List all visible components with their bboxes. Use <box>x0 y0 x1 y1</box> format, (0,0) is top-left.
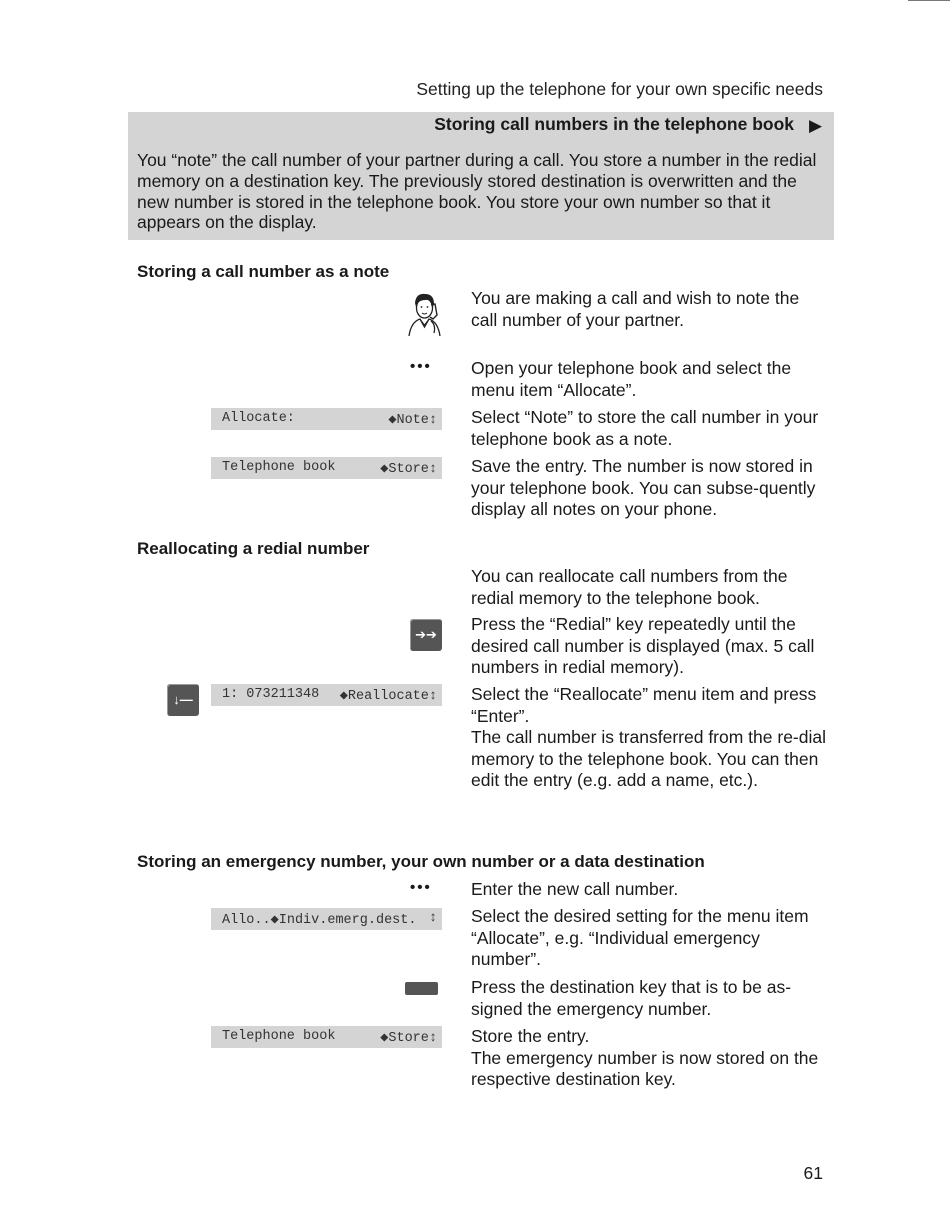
step-text: Select “Note” to store the call number in your telephone book as a note. <box>471 407 819 449</box>
step-text: You are making a call and wish to note the call number of your partner. <box>471 288 800 330</box>
display-left-text: Telephone book <box>222 460 336 475</box>
step-text <box>471 1026 826 1091</box>
display-telephone-book-store[interactable] <box>211 457 442 479</box>
display-left-text: 1: 073211348 <box>222 687 320 702</box>
section-heading-emergency: Storing an emergency number, your own number or a data destination <box>137 852 705 871</box>
step-text-line: Store the entry. <box>471 1026 590 1046</box>
step-text <box>471 684 826 792</box>
page-header: Setting up the telephone for your own specific needs <box>416 79 823 99</box>
page-number: 61 <box>803 1163 823 1183</box>
destination-key-icon[interactable] <box>405 982 438 995</box>
handset-person-icon <box>404 291 444 337</box>
corner-rule <box>908 0 950 1</box>
display-left-text: Telephone book <box>222 1029 336 1044</box>
display-allocate-emergency[interactable] <box>211 908 442 930</box>
triangle-arrow-icon: ▶ <box>809 116 823 135</box>
enter-key-icon[interactable]: ↓— <box>167 684 199 716</box>
step-text: Press the “Redial” key repeatedly until the desired call number is displayed (max. 5 call numbers in redial memory). <box>471 614 815 677</box>
display-reallocate[interactable] <box>211 684 442 706</box>
display-right-text: ◆Store↕ <box>380 1031 437 1046</box>
redial-key-icon[interactable]: ➔➔ <box>410 619 442 651</box>
intro-title: Storing call numbers in the telephone book <box>434 114 794 134</box>
display-right-text: ◆Note↕ <box>388 413 437 428</box>
display-right-text: ◆Reallocate↕ <box>339 689 437 704</box>
step-text: Save the entry. The number is now stored in your telephone book. You can subse-quently display all notes on your phone. <box>471 456 816 519</box>
dots-icon: ••• <box>410 358 432 375</box>
step-text-line: The emergency number is now stored on the respective destination key. <box>471 1047 819 1089</box>
section-heading-note: Storing a call number as a note <box>137 262 390 281</box>
step-text: You can reallocate call numbers from the redial memory to the telephone book. <box>471 566 788 608</box>
intro-text: You “note” the call number of your partner during a call. You store a number in the redial memory on a destination key. The previously stored destination is overwritten and the new number is stored in the telephone book. You store your own number so that it appears on the display. <box>137 150 817 233</box>
display-left-text: Allo..◆Indiv.emerg.dest. <box>222 913 417 928</box>
display-telephone-book-store-2[interactable] <box>211 1026 442 1048</box>
step-text-line: Select the “Reallocate” menu item and press “Enter”. <box>471 684 817 726</box>
display-left-text: Allocate: <box>222 411 295 426</box>
step-text: Open your telephone book and select the menu item “Allocate”. <box>471 358 792 400</box>
step-text: Press the destination key that is to be as-signed the emergency number. <box>471 977 792 1019</box>
display-right-text: ↕ <box>428 911 437 926</box>
step-text: Select the desired setting for the menu item “Allocate”, e.g. “Individual emergency number”. <box>471 906 809 969</box>
display-right-text: ◆Store↕ <box>380 462 437 477</box>
display-allocate-note[interactable] <box>211 408 442 430</box>
step-text: Enter the new call number. <box>471 879 679 899</box>
section-heading-redial: Reallocating a redial number <box>137 539 370 558</box>
dots-icon: ••• <box>410 879 432 896</box>
step-text-line: The call number is transferred from the re-dial memory to the telephone book. You can then edit the entry (e.g. add a name, etc.). <box>471 727 826 790</box>
